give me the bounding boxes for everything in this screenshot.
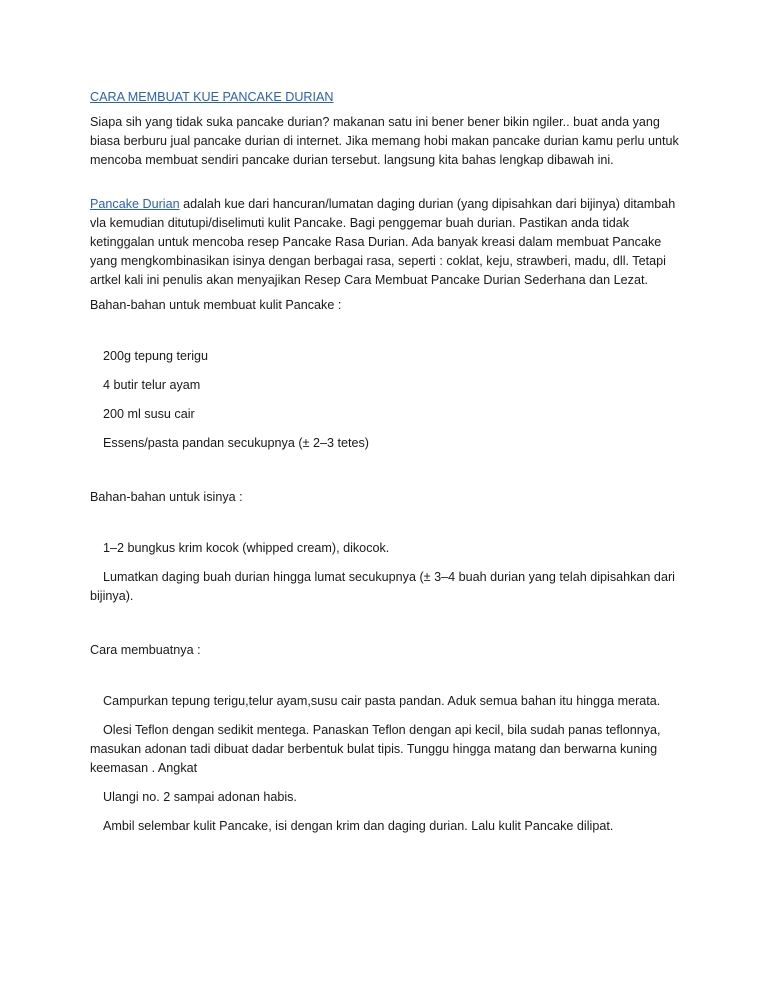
description-paragraph — [90, 195, 690, 290]
spacer — [90, 315, 690, 347]
skin-ingredient-item: 200g tepung terigu — [103, 349, 209, 363]
filling-ingredients-label: Bahan-bahan untuk isinya : — [90, 490, 243, 504]
pancake-durian-link[interactable]: Pancake Durian — [90, 197, 180, 211]
title-link[interactable]: CARA MEMBUAT KUE PANCAKE DURIAN — [90, 90, 334, 104]
description-text: adalah kue dari hancuran/lumatan daging durian (yang dipisahkan dari bijinya) ditambah vla kemudian ditutupi/diselimuti kulit Pancake. Bagi penggemar buah durian. Pastikan anda tidak ketinggalan untuk mencoba resep Pancake Rasa Durian. Ada banyak kreasi dalam membuat Pancake yang mengkombinasikan isinya dengan berbagai rasa, seperti : coklat, keju, strawberi, madu, dll. Tetapi artkel kali ini penulis akan menyajikan Resep Cara Membuat Pancake Durian Sederhana dan Lezat. — [90, 197, 676, 287]
spacer — [90, 660, 690, 692]
step-item: Ambil selembar kulit Pancake, isi dengan krim dan daging durian. Lalu kulit Pancake dilipat. — [103, 819, 614, 833]
spacer — [90, 463, 690, 488]
skin-ingredient-item: Essens/pasta pandan secukupnya (± 2–3 tetes) — [103, 436, 369, 450]
skin-ingredient-item: 200 ml susu cair — [103, 407, 195, 421]
filling-ingredient-item: 1–2 bungkus krim kocok (whipped cream), dikocok. — [103, 541, 390, 555]
skin-ingredient-item: 4 butir telur ayam — [103, 378, 201, 392]
spacer — [90, 507, 690, 539]
step-item: Ulangi no. 2 sampai adonan habis. — [103, 790, 297, 804]
step-item: Campurkan tepung terigu,telur ayam,susu cair pasta pandan. Aduk semua bahan itu hingga merata. — [103, 694, 661, 708]
page-title[interactable] — [90, 88, 690, 107]
document-body — [90, 88, 690, 846]
skin-ingredients-label: Bahan-bahan untuk membuat kulit Pancake : — [90, 298, 342, 312]
intro-paragraph: Siapa sih yang tidak suka pancake durian? makanan satu ini bener bener bikin ngiler.. buat anda yang biasa berburu jual pancake durian di internet. Jika memang hobi makan pancake durian kamu perlu untuk mencoba membuat sendiri pancake durian tersebut. langsung kita bahas lengkap dibawah ini. — [90, 115, 679, 167]
spacer — [90, 616, 690, 641]
steps-label: Cara membuatnya : — [90, 643, 201, 657]
filling-ingredient-item: Lumatkan daging buah durian hingga lumat secukupnya (± 3–4 buah durian yang telah dipisahkan dari bijinya). — [90, 570, 675, 603]
step-item: Olesi Teflon dengan sedikit mentega. Panaskan Teflon dengan api kecil, bila sudah panas teflonnya, masukan adonan tadi dibuat dadar berbentuk bulat tipis. Tunggu hingga matang dan berwarna kuning keemasan . Angkat — [90, 723, 661, 775]
